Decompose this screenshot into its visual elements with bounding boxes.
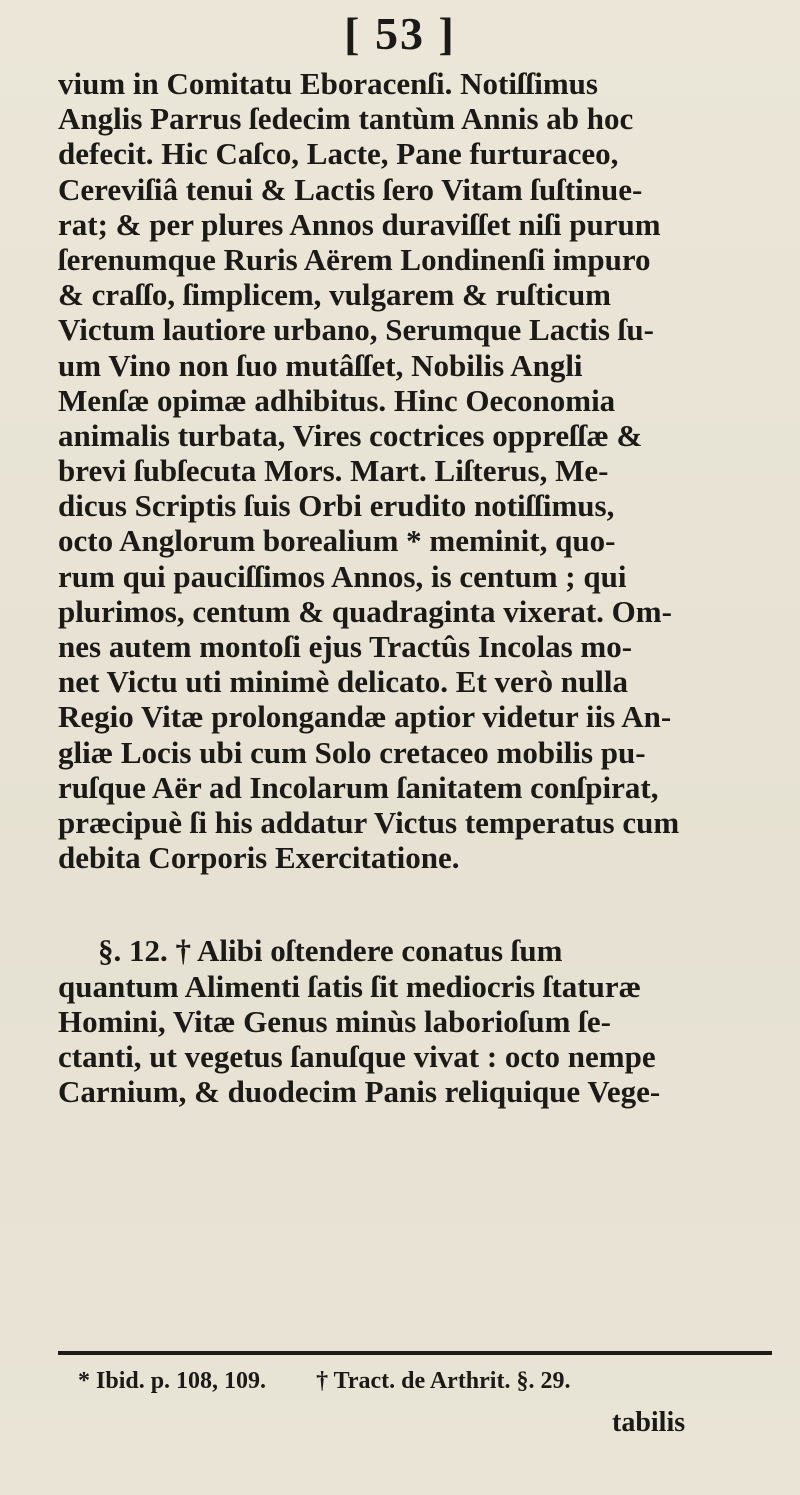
paragraph-gap	[58, 875, 798, 933]
text-line: & craſſo, ſimplicem, vulgarem & ruſticum	[58, 277, 612, 313]
footnote-rule	[58, 1351, 772, 1355]
text-line: dicus Scriptis ſuis Orbi erudito notiſſimus,	[58, 488, 615, 524]
text-line: ctanti, ut vegetus ſanuſque vivat : octo nempe	[58, 1038, 656, 1074]
text-line: ſerenumque Ruris Aërem Londinenſi impuro	[58, 241, 651, 277]
paragraph-1	[58, 66, 798, 875]
text-line: ruſque Aër ad Incolarum ſanitatem conſpirat,	[58, 769, 659, 805]
text-line: Victum lautiore urbano, Serumque Lactis ſu-	[58, 312, 654, 348]
text-line: gliæ Locis ubi cum Solo cretaceo mobilis pu-	[58, 734, 646, 770]
text-line: rum qui pauciſſimos Annos, is centum ; qui	[58, 558, 627, 594]
footnote-2: † Tract. de Arthrit. §. 29.	[316, 1368, 571, 1394]
text-line: nes autem montoſi ejus Tractûs Incolas mo-	[58, 629, 633, 664]
page-number: [ 53 ]	[344, 8, 456, 59]
catchword: tabilis	[612, 1407, 686, 1438]
text-line: Menſæ opimæ adhibitus. Hinc Oeconomia	[58, 382, 616, 418]
text-line: Homini, Vitæ Genus minùs laborioſum ſe-	[58, 1003, 611, 1039]
text-line: animalis turbata, Vires coctrices oppreſſæ &	[58, 417, 643, 453]
text-line: plurimos, centum & quadraginta vixerat. Om-	[58, 593, 672, 629]
text-line: um Vino non ſuo mutâſſet, Nobilis Angli	[58, 347, 583, 383]
text-line: defecit. Hic Caſco, Lacte, Pane furturaceo,	[58, 136, 619, 172]
body-text	[58, 66, 798, 1109]
text-line: octo Anglorum borealium * meminit, quo-	[58, 523, 616, 559]
text-line: §. 12. † Alibi oſtendere conatus ſum	[98, 933, 563, 969]
paragraph-2	[58, 933, 798, 1109]
text-line: Cereviſiâ tenui & Lactis ſero Vitam ſuſtinue-	[58, 171, 643, 207]
text-line: vium in Comitatu Eboracenſi. Notiſſimus	[58, 66, 598, 101]
text-line: debita Corporis Exercitatione.	[58, 840, 460, 876]
text-line: præcipuè ſi his addatur Victus temperatus cum	[58, 804, 680, 840]
text-line: Anglis Parrus ſedecim tantùm Annis ab hoc	[58, 101, 634, 137]
text-line: Regio Vitæ prolongandæ aptior videtur iis An-	[58, 699, 672, 735]
text-line: net Victu uti minimè delicato. Et verò nulla	[58, 664, 629, 700]
text-line: brevi ſubſecuta Mors. Mart. Liſterus, Me-	[58, 453, 609, 489]
text-line: Carnium, & duodecim Panis reliquique Vege-	[58, 1074, 661, 1110]
text-line: quantum Alimenti ſatis ſit mediocris ſtaturæ	[58, 968, 641, 1004]
footnote-1: * Ibid. p. 108, 109.	[78, 1368, 267, 1394]
text-line: rat; & per plures Annos duraviſſet niſi purum	[58, 206, 661, 242]
footnotes	[78, 1368, 570, 1395]
